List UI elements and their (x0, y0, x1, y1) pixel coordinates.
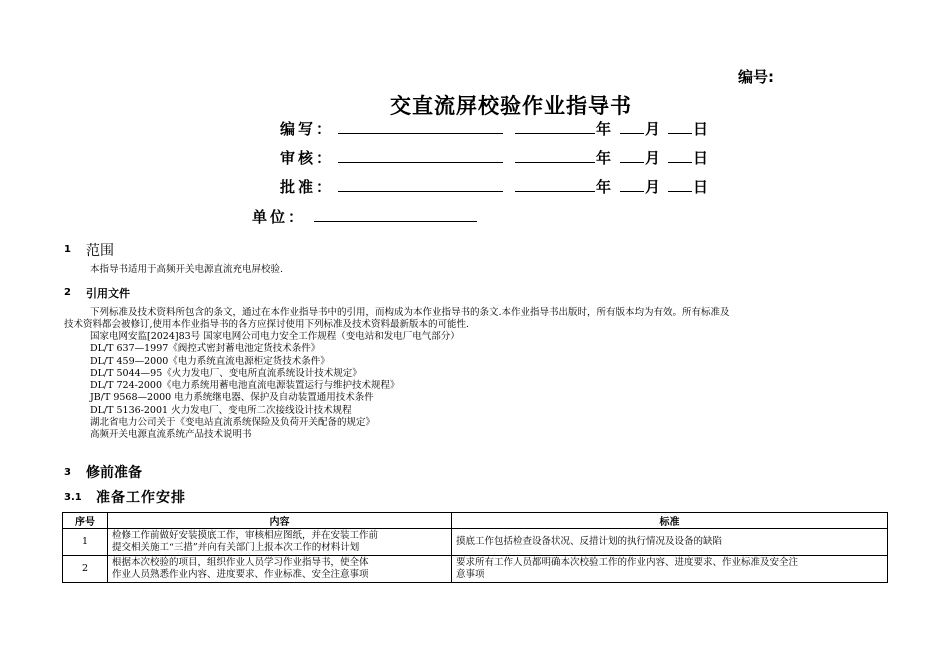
header-content: 内容 (108, 513, 452, 529)
signoff-writer-month: 月 (645, 120, 661, 138)
signoff-writer-label: 编写： (280, 120, 335, 138)
signoff-approver-day-line (668, 191, 692, 192)
row-standard (452, 529, 888, 556)
row-standard-line: 要求所有工作人员都明确本次校验工作的作业内容、进度要求、作业标准及安全注 (456, 557, 799, 568)
reference-item: DL/T 5044—95《火力发电厂、变电所直流系统设计技术规定》 (90, 367, 362, 379)
section-2-title: 引用文件 (86, 287, 130, 300)
section-3-1-title: 准备工作安排 (96, 490, 186, 506)
section-2-intro-line1: 下列标准及技术资料所包含的条文，通过在本作业指导书中的引用，而构成为本作业指导书的条文.本作业指导书出版时，所有版本均为有效。所有标准及 (90, 307, 730, 318)
row-content (108, 529, 452, 556)
table-row (63, 529, 888, 556)
row-content-line: 作业人员熟悉作业内容、进度要求、作业标准、安全注意事项 (112, 569, 369, 580)
signoff-reviewer-month: 月 (645, 149, 661, 167)
reference-item: DL/T 724-2000《电力系统用蓄电池直流电源装置运行与维护技术规程》 (90, 380, 400, 392)
signoff-writer-month-line (620, 133, 644, 134)
row-content (108, 556, 452, 583)
section-1-title: 范围 (86, 243, 114, 259)
row-standard-line: 意事项 (456, 569, 485, 580)
signoff-approver-year: 年 (596, 178, 612, 196)
row-num: 1 (63, 529, 108, 556)
section-1-number: 1 (64, 244, 71, 255)
signoff-approver-label: 批准： (280, 178, 335, 196)
reference-item: DL/T 637—1997《阀控式密封蓄电池定货技术条件》 (90, 343, 321, 355)
signoff-approver-month: 月 (645, 178, 661, 196)
signoff-writer-day-line (668, 133, 692, 134)
row-content-line: 检修工作前做好安装摸底工作，审核相应图纸，并在安装工作前 (112, 530, 379, 541)
reference-item: DL/T 5136-2001 火力发电厂、变电所二次接线设计技术规程 (90, 404, 352, 416)
signoff-writer-year: 年 (596, 120, 612, 138)
header-num: 序号 (63, 513, 108, 529)
signoff-approver-name-line (338, 191, 503, 192)
signoff-approver-year-line (515, 191, 595, 192)
signoff-writer-day: 日 (693, 120, 709, 138)
signoff-writer-year-line (515, 133, 595, 134)
signoff-reviewer-day-line (668, 162, 692, 163)
section-3-number: 3 (64, 467, 71, 478)
signoff-reviewer-label: 审核： (280, 149, 335, 167)
reference-item: 高频开关电源直流系统产品技术说明书 (90, 429, 252, 441)
document-title: 交直流屏校验作业指导书 (390, 94, 632, 118)
reference-item: JB/T 9568—2000 电力系统继电器、保护及自动装置通用技术条件 (90, 392, 374, 404)
row-standard-line: 摸底工作包括检查设备状况、反措计划的执行情况及设备的缺陷 (456, 536, 723, 547)
table-header-row (63, 513, 888, 529)
row-num: 2 (63, 556, 108, 583)
section-2-number: 2 (64, 287, 71, 298)
reference-item: 国家电网安监[2024]83号 国家电网公司电力安全工作规程（变电站和发电厂电气部分） (90, 331, 460, 342)
section-1-body: 本指导书适用于高频开关电源直流充电屏校验. (90, 264, 284, 275)
signoff-reviewer-day: 日 (693, 149, 709, 167)
signoff-reviewer-year-line (515, 162, 595, 163)
header-standard: 标准 (452, 513, 888, 529)
row-content-line: 提交相关施工“三措”并向有关部门上报本次工作的材料计划 (112, 542, 360, 553)
section-3-1-number: 3.1 (64, 492, 82, 503)
preparation-table (62, 512, 888, 583)
section-2-intro-line2: 技术资料都会被修订,使用本作业指导书的各方应探讨使用下列标准及技术资料最新版本的可能性. (64, 319, 470, 330)
signoff-approver-day: 日 (693, 178, 709, 196)
row-content-line: 根据本次校验的项目，组织作业人员学习作业指导书，使全体 (112, 557, 369, 568)
unit-label: 单位： (252, 208, 307, 226)
signoff-reviewer-month-line (620, 162, 644, 163)
reference-item: 湖北省电力公司关于《变电站直流系统保险及负荷开关配备的规定》 (90, 417, 376, 429)
reference-item: DL/T 459—2000《电力系统直流电源柜定货技术条件》 (90, 355, 330, 367)
doc-number-label: 编号: (738, 68, 774, 86)
section-3-title: 修前准备 (86, 465, 142, 481)
signoff-approver-month-line (620, 191, 644, 192)
signoff-reviewer-name-line (338, 162, 503, 163)
reference-list (90, 331, 460, 442)
signoff-writer-name-line (338, 133, 503, 134)
signoff-reviewer-year: 年 (596, 149, 612, 167)
table-row (63, 556, 888, 583)
row-standard (452, 556, 888, 583)
unit-line (314, 221, 477, 222)
